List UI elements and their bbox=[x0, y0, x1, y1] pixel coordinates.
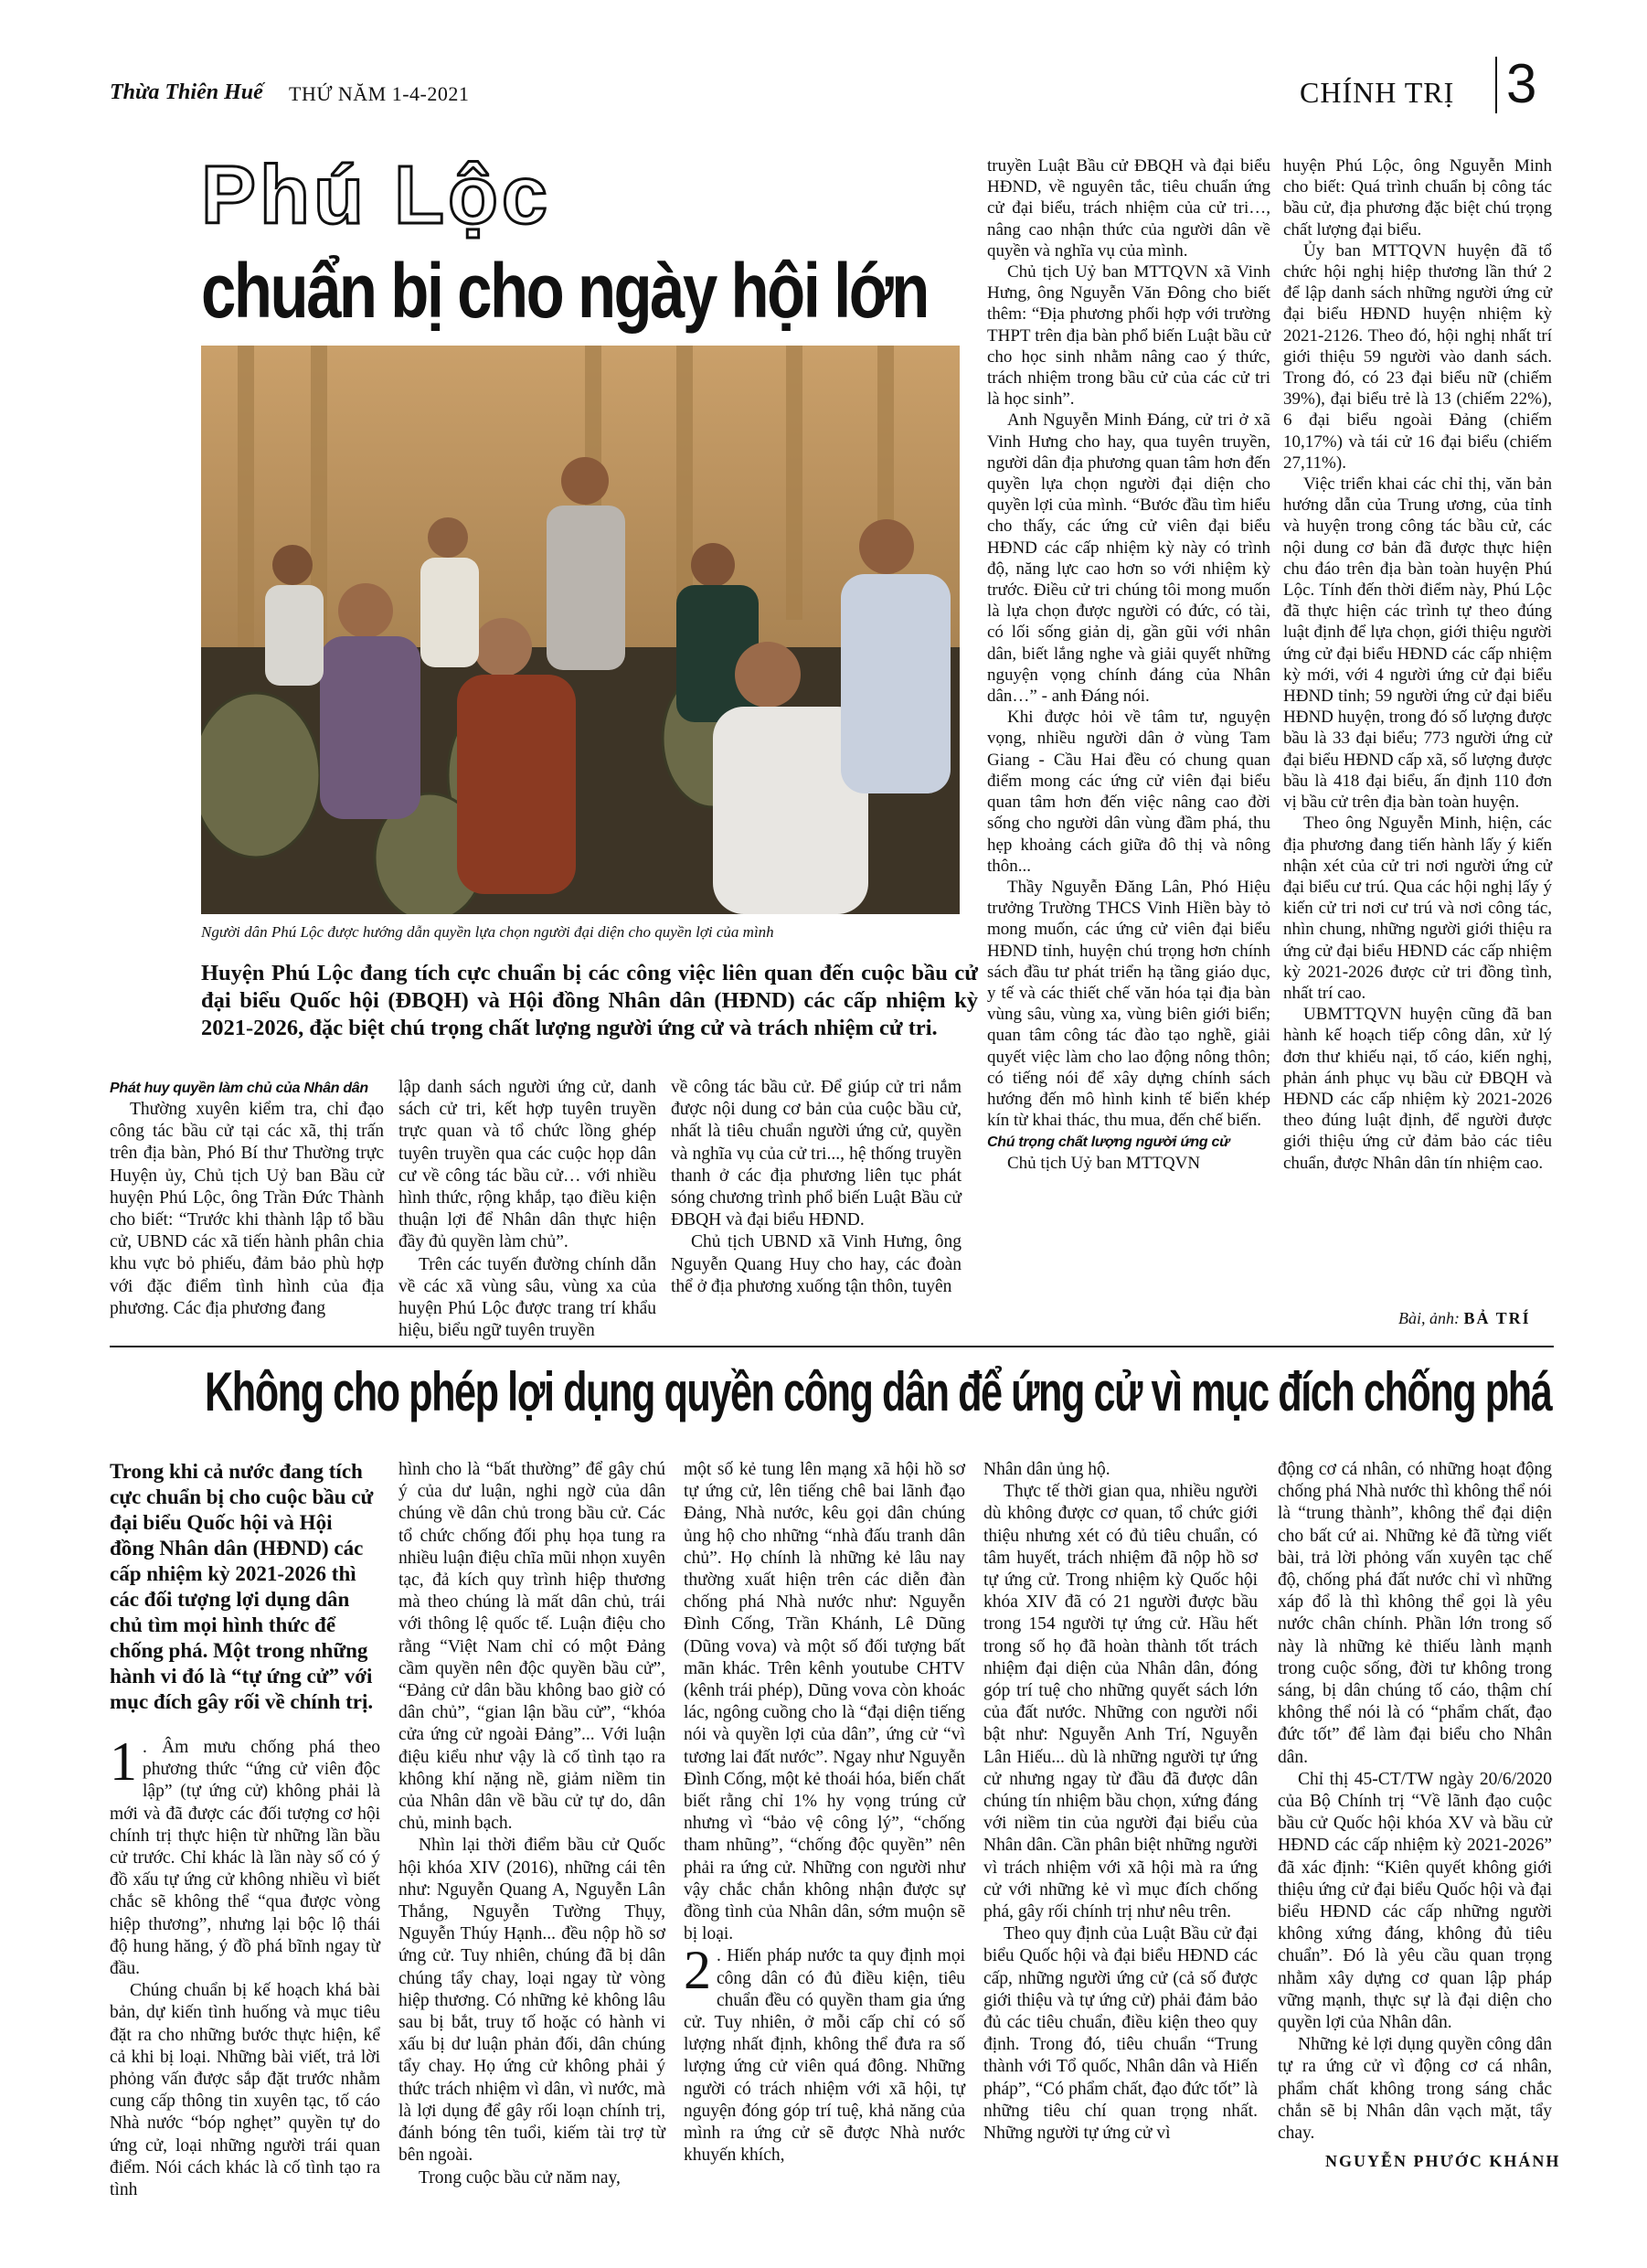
article2-column-3 bbox=[684, 1459, 965, 2167]
article1-subheading-2: Chú trọng chất lượng người ứng cử bbox=[987, 1134, 1230, 1151]
section-number-2: 2 bbox=[684, 1940, 711, 2001]
paragraph: UBMTTQVN huyện cũng đã ban hành kế hoạch tiếp công dân, xử lý đơn thư khiếu nại, tố cáo, kiến nghị, phản ánh phục vụ bầu cử ĐBQH và HĐND các cấp nhiệm kỳ 2021-2026 theo đúng luật định, để người được giới thiệu ứng cử đảm bảo các tiêu chuẩn, được Nhân dân tín nhiệm cao. bbox=[1283, 1005, 1552, 1173]
paragraph: truyền Luật Bầu cử ĐBQH và đại biểu HĐND, về nguyên tắc, tiêu chuẩn ứng cử đại biểu, trách nhiệm của cử tri…, nâng cao nhận thức của người dân về quyền và nghĩa vụ của mình. bbox=[987, 156, 1270, 261]
article1-byline bbox=[1398, 1309, 1531, 1328]
paragraph: Theo ông Nguyễn Minh, hiện, các địa phương đang tiến hành lấy ý kiến nhận xét của cử tri nơi người ứng cử đại biểu cư trú. Qua các hội nghị lấy ý kiến cử tri nơi cư trú và nơi công tác, nhìn chung, những người giới thiệu ra ứng cử đại biểu HĐND các cấp nhiệm kỳ 2021-2026 được cử tri đồng tình, nhất trí cao. bbox=[1283, 814, 1552, 1003]
paragraph: Nhân dân ủng hộ. bbox=[983, 1460, 1110, 1479]
paragraph bbox=[684, 1940, 965, 2167]
section-number-1: 1 bbox=[110, 1731, 137, 1792]
paragraph: Thực tế thời gian qua, nhiều người dù không được cơ quan, tổ chức giới thiệu nhưng xét có đủ tiêu chuẩn, có tâm huyết, trách nhiệm đã nộp hồ sơ tự ứng cử. Trong nhiệm kỳ Quốc hội khóa XIV đã có 21 người được bầu trong 154 người tự ứng cử. Hầu hết trong số họ đã hoàn thành tốt trách nhiệm đại diện của Nhân dân, đóng góp trí tuệ cho những quyết sách lớn của đất nước. Những con người nổi bật như: Nguyễn Anh Trí, Nguyễn Lân Hiếu... dù là những người tự ứng cử nhưng ngay từ đầu đã được dân chúng tín nhiệm bầu chọn, xứng đáng với niềm tin của người đại biểu của Nhân dân. Cần phân biệt những người vì trách nhiệm với xã hội mà ra ứng cử với những kẻ vì mục đích chống phá, gây rối chính trị như nêu trên. bbox=[983, 1482, 1258, 1922]
article2-headline: Không cho phép lợi dụng quyền công dân để ứng cử vì mục đích chống phá bbox=[205, 1361, 1552, 1422]
issue-date: THỨ NĂM 1-4-2021 bbox=[289, 82, 470, 105]
paragraph: Chủ tịch Uỷ ban MTTQVN xã Vinh Hưng, ông Nguyễn Văn Đông cho biết thêm: “Địa phương phối hợp với trường THPT trên địa bàn phổ biến Luật bầu cử cho học sinh nhằm nâng cao ý thức, trách nhiệm trong bầu cử của các cử tri là học sinh”. bbox=[987, 262, 1270, 410]
paragraph: một số kẻ tung lên mạng xã hội hồ sơ tự ứng cử, lên tiếng chê bai lãnh đạo Đảng, Nhà nước, kêu gọi dân chúng ủng hộ cho những “nhà đấu tranh dân chủ”. Họ chính là những kẻ lâu nay thường xuất hiện trên các diễn đàn chống phá Nhà nước như: Nguyễn Đình Cống, Trần Khánh, Lê Dũng (Dũng vova) và một số đối tượng bất mãn khác. Trên kênh youtube CHTV (kênh trái phép), Dũng vova còn khoác lác, ngông cuồng cho là “đại diện tiếng nói và quyền lợi của dân”, ứng cử “vì tương lai đất nước”. Ngay như Nguyễn Đình Cống, một kẻ thoái hóa, biến chất biết rằng chỉ 1% hy vọng trúng cử nhưng vì “bảo vệ công lý”, “chống tham nhũng”, “chống độc quyền” nên phải ra ứng cử. Những con người như vậy chắc chắn không nhận được sự đồng tình của Nhân dân, sớm muộn sẽ bị loại. bbox=[684, 1460, 965, 1944]
paragraph: Khi được hỏi về tâm tư, nguyện vọng, nhiều người dân ở vùng Tam Giang - Cầu Hai đều có chung quan điểm mong các ứng cử viên đại biểu quan tâm hơn đến việc nâng cao đời sống cho người dân vùng đầm phá, thu hẹp khoảng cách giữa đô thị và nông thôn... bbox=[987, 708, 1270, 876]
paragraph: Chủ tịch Uỷ ban MTTQVN bbox=[1007, 1154, 1201, 1174]
paragraph: Ủy ban MTTQVN huyện đã tổ chức hội nghị hiệp thương lần thứ 2 để lập danh sách những người ứng cử đại biểu HĐND huyện nhiệm kỳ 2021-2126. Theo đó, hội nghị nhất trí giới thiệu 59 người vào danh sách. Trong đó, có 23 đại biểu nữ (chiếm 39%), đại biểu trẻ là 13 (chiếm 22%), 6 đại biểu ngoài Đảng (chiếm 10,17%) và tái cử 16 đại biểu (chiếm 27,11%). bbox=[1283, 240, 1552, 473]
masthead-paper-name: Thừa Thiên Huế bbox=[110, 80, 263, 104]
article1-photo bbox=[201, 346, 960, 914]
article1-column-5 bbox=[1283, 155, 1552, 1174]
article2-column-1 bbox=[110, 1459, 380, 2201]
paragraph: Chỉ thị 45-CT/TW ngày 20/6/2020 của Bộ Chính trị “Về lãnh đạo cuộc bầu cử Quốc hội khóa XV và bầu cử HĐND các cấp nhiệm kỳ 2021-2026” đã xác định: “Kiên quyết không giới thiệu ứng cử đại biểu Quốc hội và đại biểu HĐND các cấp những người không xứng đáng, không đủ tiêu chuẩn”. Đó là yêu cầu quan trọng nhằm xây dựng cơ quan lập pháp vững mạnh, thực sự là đại diện cho quyền lợi của Nhân dân. bbox=[1278, 1769, 1552, 2033]
byline-prefix: Bài, ảnh: bbox=[1398, 1309, 1460, 1327]
photo-illustration bbox=[201, 346, 960, 914]
paragraph-text: . Âm mưu chống phá theo phương thức “ứng cử viên độc lập” (tự ứng cử) không phải là mới và đã được các đối tượng cơ hội chính trị thực hiện từ những lần bầu cử trước. Chỉ khác là lần này số có ý đồ xấu tự ứng cử không nhiều vì biết chắc sẽ không thể “qua được vòng hiệp thương”, nhưng lại bộc lộ thái độ hung hăng, ý đồ phá bĩnh ngay từ đầu. bbox=[110, 1738, 380, 1979]
paragraph-text: . Hiến pháp nước ta quy định mọi công dân có đủ điều kiện, tiêu chuẩn đều có quyền tham gia ứng cử. Tuy nhiên, ở mỗi cấp chỉ có số lượng nhất định, không thể đưa ra số lượng ứng cử viên quá đông. Những người có trách nhiệm với xã hội, tự nguyện đóng góp trí tuệ, khả năng của mình ra ứng cử sẽ được Nhà nước khuyến khích, bbox=[684, 1946, 965, 2166]
article2-column-4 bbox=[983, 1459, 1258, 2145]
photo-caption: Người dân Phú Lộc được hướng dẫn quyền lựa chọn người đại diện cho quyền lợi của mình bbox=[201, 923, 774, 941]
paragraph: Thầy Nguyễn Đăng Lân, Phó Hiệu trưởng Trường THCS Vinh Hiền bày tỏ mong muốn, các ứng cử viên đại biểu HĐND tỉnh, huyện chú trọng hơn chính sách đầu tư phát triển hạ tầng giáo dục, y tế và các thiết chế văn hóa tại địa bàn vùng sâu, vùng xa, vùng biên giới biển; quan tâm công tác đào tạo nghề, giải quyết việc làm cho lao động nông thôn; có tiếng nói để xây dựng chính sách hướng đến mô hình kinh tế biển khép kín từ khai thác, thu mua, đến chế biến. bbox=[987, 877, 1270, 1131]
paragraph: Theo quy định của Luật Bầu cử đại biểu Quốc hội và đại biểu HĐND các cấp, những người ứng cử (cả số được giới thiệu và tự ứng cử) phải đảm bảo đủ các tiêu chuẩn, điều kiện theo quy định. Trong đó, tiêu chuẩn “Trung thành với Tổ quốc, Nhân dân và Hiến pháp”, “Có phẩm chất, đạo đức tốt” là những tiêu chí quan trọng nhất. Những người tự ứng cử vì bbox=[983, 1924, 1258, 2144]
paragraph: lập danh sách người ứng cử, danh sách cử tri, kết hợp tuyên truyền trực quan và tổ chức lồng ghép tuyên truyền qua các cuộc họp dân cư về công tác bầu cử… với nhiều hình thức, rộng khắp, tạo điều kiện thuận lợi để Nhân dân thực hiện đầy đủ quyền làm chủ”. bbox=[398, 1078, 656, 1252]
section-name: CHÍNH TRỊ bbox=[1300, 76, 1455, 109]
article-divider bbox=[110, 1346, 1554, 1347]
paragraph: Trên các tuyến đường chính dẫn về các xã vùng sâu, vùng xa của huyện Phú Lộc được trang trí khẩu hiệu, biểu ngữ tuyên truyền bbox=[398, 1254, 656, 1341]
paragraph: Chúng chuẩn bị kế hoạch khá bài bản, dự kiến tình huống và mục tiêu đặt ra cho những bước thực hiện, kể cả khi bị loại. Những bài viết, trả lời phỏng vấn được sắp đặt trước nhằm cung cấp thông tin xuyên tạc, tố cáo Nhà nước “bóp nghẹt” quyền tự do ứng cử, loại những người trái quan điểm. Nói cách khác là cố tình tạo ra tình bbox=[110, 1981, 380, 2200]
article1-column-1 bbox=[110, 1077, 384, 1320]
article2-byline: NGUYỄN PHƯỚC KHÁNH bbox=[1325, 2152, 1561, 2170]
section-divider bbox=[1495, 57, 1497, 113]
article1-kicker: Phú Lộc bbox=[201, 150, 551, 241]
paragraph bbox=[110, 1731, 380, 1980]
paragraph: Anh Nguyễn Minh Đáng, cử tri ở xã Vinh Hưng cho hay, qua tuyên truyền, người dân địa phương quan tâm hơn đến quyền lựa chọn người đại diện cho quyền lợi của mình. “Bước đầu tìm hiểu cho thấy, các ứng cử viên đại biểu HĐND các cấp nhiệm kỳ này có trình độ, năng lực cao hơn so với nhiệm kỳ trước. Điều cử tri chúng tôi mong muốn là lựa chọn được người có đức, có tài, có lối sống giản dị, gần gũi với nhân dân, biết lắng nghe và giải quyết những nguyện vọng chính đáng của Nhân dân…” - anh Đáng nói. bbox=[987, 410, 1270, 707]
paragraph: động cơ cá nhân, có những hoạt động chống phá Nhà nước thì không thể nói là “trung thành”, không thể đại diện cho bất cứ ai. Những kẻ đã từng viết bài, trả lời phỏng vấn xuyên tạc chế độ, chống phá đất nước chỉ vì những xáp đổ là thì không thể gọi là yêu nước chân chính. Phần lớn trong số này là những kẻ thiếu lành mạnh trong cuộc sống, đời tư không trong sáng, bị dân chúng tố cáo, thậm chí không thể nói là có “phẩm chất, đạo đức tốt” để làm đại biểu cho Nhân dân. bbox=[1278, 1460, 1552, 1767]
paragraph: huyện Phú Lộc, ông Nguyễn Minh cho biết: Quá trình chuẩn bị công tác bầu cử, địa phương đặc biệt chú trọng chất lượng đại biểu. bbox=[1283, 156, 1552, 240]
article1-headline: chuẩn bị cho ngày hội lớn bbox=[201, 248, 928, 334]
article1-column-4 bbox=[987, 155, 1270, 1175]
article2-lead: Trong khi cả nước đang tích cực chuẩn bị cho cuộc bầu cử đại biểu Quốc hội và Hội đồng Nhân dân (HĐND) các cấp nhiệm kỳ 2021-2026 thì các đối tượng lợi dụng dân chủ tìm mọi hình thức để chống phá. Một trong những hành vi đó là “tự ứng cử” với mục đích gây rối về chính trị. bbox=[110, 1460, 374, 1713]
paragraph: Trong cuộc bầu cử năm nay, bbox=[419, 2167, 621, 2188]
article1-lead: Huyện Phú Lộc đang tích cực chuẩn bị các công việc liên quan đến cuộc bầu cử đại biểu Quốc hội (ĐBQH) và Hội đồng Nhân dân (HĐND) các cấp nhiệm kỳ 2021-2026, đặc biệt chú trọng chất lượng người ứng cử và trách nhiệm cử tri. bbox=[201, 961, 978, 1040]
article1-column-3 bbox=[671, 1077, 962, 1298]
article1-column-2 bbox=[398, 1077, 656, 1342]
article2-column-5 bbox=[1278, 1459, 1552, 2145]
paragraph: Chủ tịch UBND xã Vinh Hưng, ông Nguyễn Quang Huy cho hay, các đoàn thể ở địa phương xuống tận thôn, tuyên bbox=[671, 1232, 962, 1296]
page-number: 3 bbox=[1506, 53, 1537, 114]
article2-column-2 bbox=[398, 1459, 665, 2189]
paragraph: Thường xuyên kiểm tra, chỉ đạo công tác bầu cử tại các xã, thị trấn trên địa bàn, Phó Bí thư Thường trực Huyện ủy, Chủ tịch Uỷ ban Bầu cử huyện Phú Lộc, ông Trần Đức Thành cho biết: “Trước khi thành lập tổ bầu cử, UBND các xã tiến hành phân chia khu vực bỏ phiếu, đảm bảo phù hợp với đặc điểm tình hình của địa phương. Các địa phương đang bbox=[110, 1100, 384, 1318]
paragraph: Việc triển khai các chỉ thị, văn bản hướng dẫn của Trung ương, của tỉnh và huyện trong công tác bầu cử, các nội dung cơ bản đã được thực hiện chu đáo trên địa bàn toàn huyện Phú Lộc. Tính đến thời điểm này, Phú Lộc đã thực hiện các trình tự theo đúng luật định để lựa chọn, giới thiệu người ứng cử đại biểu HĐND các cấp nhiệm kỳ mới, với 4 người ứng cử đại biểu HĐND tỉnh; 59 người ứng cử đại biểu HĐND huyện, trong đó số lượng được bầu là 33 đại biểu; 773 người ứng cử đại biểu HĐND cấp xã, số lượng được bầu là 418 đại biểu, ấn định 110 đơn vị bầu cử trên địa bàn toàn huyện. bbox=[1283, 474, 1552, 813]
paragraph: hình cho là “bất thường” để gây chú ý của dư luận, nghi ngờ của dân chúng về dân chủ trong bầu cử. Các tổ chức chống đối phụ họa tung ra nhiều luận điệu chĩa mũi nhọn xuyên tạc, đả kích quy trình hiệp thương mà theo chúng là mất dân chủ, trái với thông lệ quốc tế. Luận điệu cho rằng “Việt Nam chỉ có một Đảng cầm quyền nên độc quyền bầu cử”, “Đảng cử dân bầu không bao giờ có dân chủ”, “gian lận bầu cử”, “khóa cửa ứng cử ngoài Đảng”... Với luận điệu kiểu như vậy là cố tình tạo ra không khí nặng nề, giảm niềm tin của Nhân dân về bầu cử tự do, dân chủ, minh bạch. bbox=[398, 1460, 665, 1834]
paragraph: Nhìn lại thời điểm bầu cử Quốc hội khóa XIV (2016), những cái tên như: Nguyễn Quang A, Nguyễn Lân Thắng, Nguyễn Tường Thụy, Nguyễn Thúy Hạnh... đều nộp hồ sơ ứng cử. Tuy nhiên, chúng đã bị dân chúng tẩy chay, loại ngay từ vòng hiệp thương. Có những kẻ không lâu sau bị bắt, truy tố hoặc có hành vi xấu bị dư luận phản đối, dân chúng tẩy chay. Họ ứng cử không phải ý thức trách nhiệm vì dân, vì nước, mà là lợi dụng để gây rối loạn chính trị, đánh bóng tên tuổi, kiếm tài trợ từ bên ngoài. bbox=[398, 1836, 665, 2166]
paragraph: Những kẻ lợi dụng quyền công dân tự ra ứng cử vì động cơ cá nhân, phẩm chất không trong sáng chắc chắn sẽ bị Nhân dân vạch mặt, tẩy chay. bbox=[1278, 2035, 1552, 2144]
byline-author: BẢ TRÍ bbox=[1463, 1309, 1531, 1327]
article1-subheading-1: Phát huy quyền làm chủ của Nhân dân bbox=[110, 1081, 368, 1096]
paragraph: về công tác bầu cử. Để giúp cử tri nắm được nội dung cơ bản của cuộc bầu cử, nhất là tiêu chuẩn người ứng cử, quyền và nghĩa vụ của cử tri..., hệ thống truyền thanh ở các địa phương liên tục phát sóng chương trình phổ biến Luật Bầu cử ĐBQH và đại biểu HĐND. bbox=[671, 1078, 962, 1230]
